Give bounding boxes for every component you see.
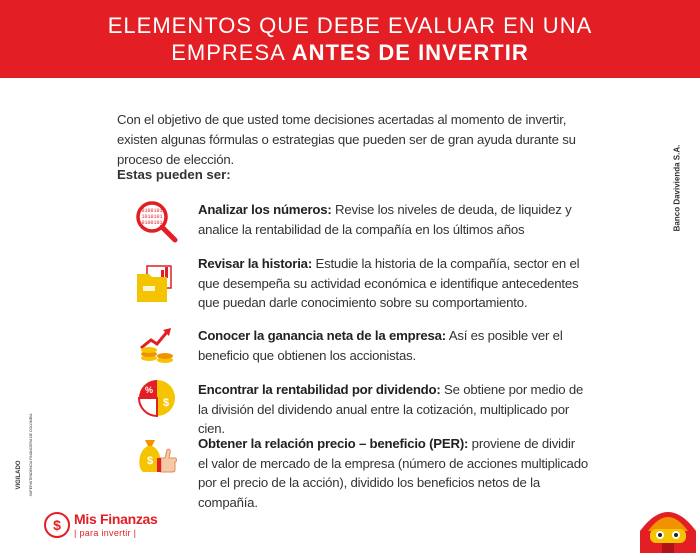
list-item bbox=[135, 434, 588, 510]
list-item bbox=[135, 380, 585, 440]
header-title-line1: ELEMENTOS QUE DEBE EVALUAR EN UNA bbox=[107, 13, 593, 38]
item-title: Analizar los números: bbox=[198, 202, 332, 217]
list-item bbox=[135, 254, 585, 314]
item-description: Así es posible ver el beneficio que obtienen los accionistas. bbox=[198, 328, 563, 363]
item-text bbox=[198, 434, 588, 512]
binary-digits-1: 0100101 bbox=[141, 208, 163, 214]
item-description: Revise los niveles de deuda, de liquidez y analice la rentabilidad de la compañía en los últimos años bbox=[198, 202, 572, 237]
magnifier-binary-icon bbox=[135, 200, 179, 244]
bank-name-vertical: Banco Davivienda S.A. bbox=[672, 144, 682, 232]
lead-text: Estas pueden ser: bbox=[117, 167, 231, 182]
svg-text:$: $ bbox=[53, 517, 61, 533]
svg-text:$: $ bbox=[146, 455, 154, 467]
page-header bbox=[0, 0, 700, 78]
item-description: proviene de dividir el valor de mercado de la empresa (número de acciones multiplicado por el precio de la acción), dividido los beneficios netos de la compañía. bbox=[198, 436, 588, 510]
dollar-circle-icon bbox=[43, 511, 71, 539]
item-text bbox=[198, 254, 588, 313]
header-title-regular: EMPRESA bbox=[171, 40, 292, 65]
item-title: Encontrar la rentabilidad por dividendo: bbox=[198, 382, 441, 397]
item-title: Conocer la ganancia neta de la empresa: bbox=[198, 328, 446, 343]
item-description: Se obtiene por medio de la división del dividendo anual entre la cotización, multiplicado por cien. bbox=[198, 382, 584, 436]
folder-documents-icon bbox=[135, 262, 179, 306]
superintendencia-label: SUPERINTENDENCIA FINANCIERA DE COLOMBIA bbox=[29, 413, 33, 497]
logo-title: Mis Finanzas bbox=[74, 511, 158, 527]
mis-finanzas-logo bbox=[43, 509, 173, 541]
header-title-line2 bbox=[171, 39, 529, 66]
logo-subtitle: | para invertir | bbox=[74, 528, 137, 538]
item-title: Revisar la historia: bbox=[198, 256, 313, 271]
binary-digits-3: 0100101 bbox=[141, 220, 163, 226]
moneybag-thumbsup-icon bbox=[135, 434, 179, 478]
header-title-bold: ANTES DE INVERTIR bbox=[291, 40, 529, 65]
list-item bbox=[135, 326, 585, 386]
item-title: Obtener la relación precio – beneficio (PER): bbox=[198, 436, 469, 451]
item-text bbox=[198, 380, 588, 439]
davivienda-house-logo bbox=[636, 497, 700, 553]
svg-text:%: % bbox=[144, 385, 154, 395]
vigilado-label: VIGILADO bbox=[16, 460, 22, 490]
intro-paragraph: Con el objetivo de que usted tome decisiones acertadas al momento de invertir, existen algunas fórmulas o estrategias que pueden ser de gran ayuda durante su proceso de elección. bbox=[117, 112, 576, 167]
binary-digits-2: 1010101 bbox=[141, 214, 163, 220]
percent-pie-icon bbox=[135, 376, 179, 420]
item-text bbox=[198, 326, 588, 365]
item-text bbox=[198, 200, 588, 239]
item-description: Estudie la historia de la compañía, sector en el que desempeña su actividad económica e identifique antecedentes que puedan darle conocimiento sobre su comportamiento. bbox=[198, 256, 580, 310]
svg-text:$: $ bbox=[162, 397, 170, 409]
list-item bbox=[135, 200, 585, 260]
growth-coins-icon bbox=[135, 326, 179, 370]
